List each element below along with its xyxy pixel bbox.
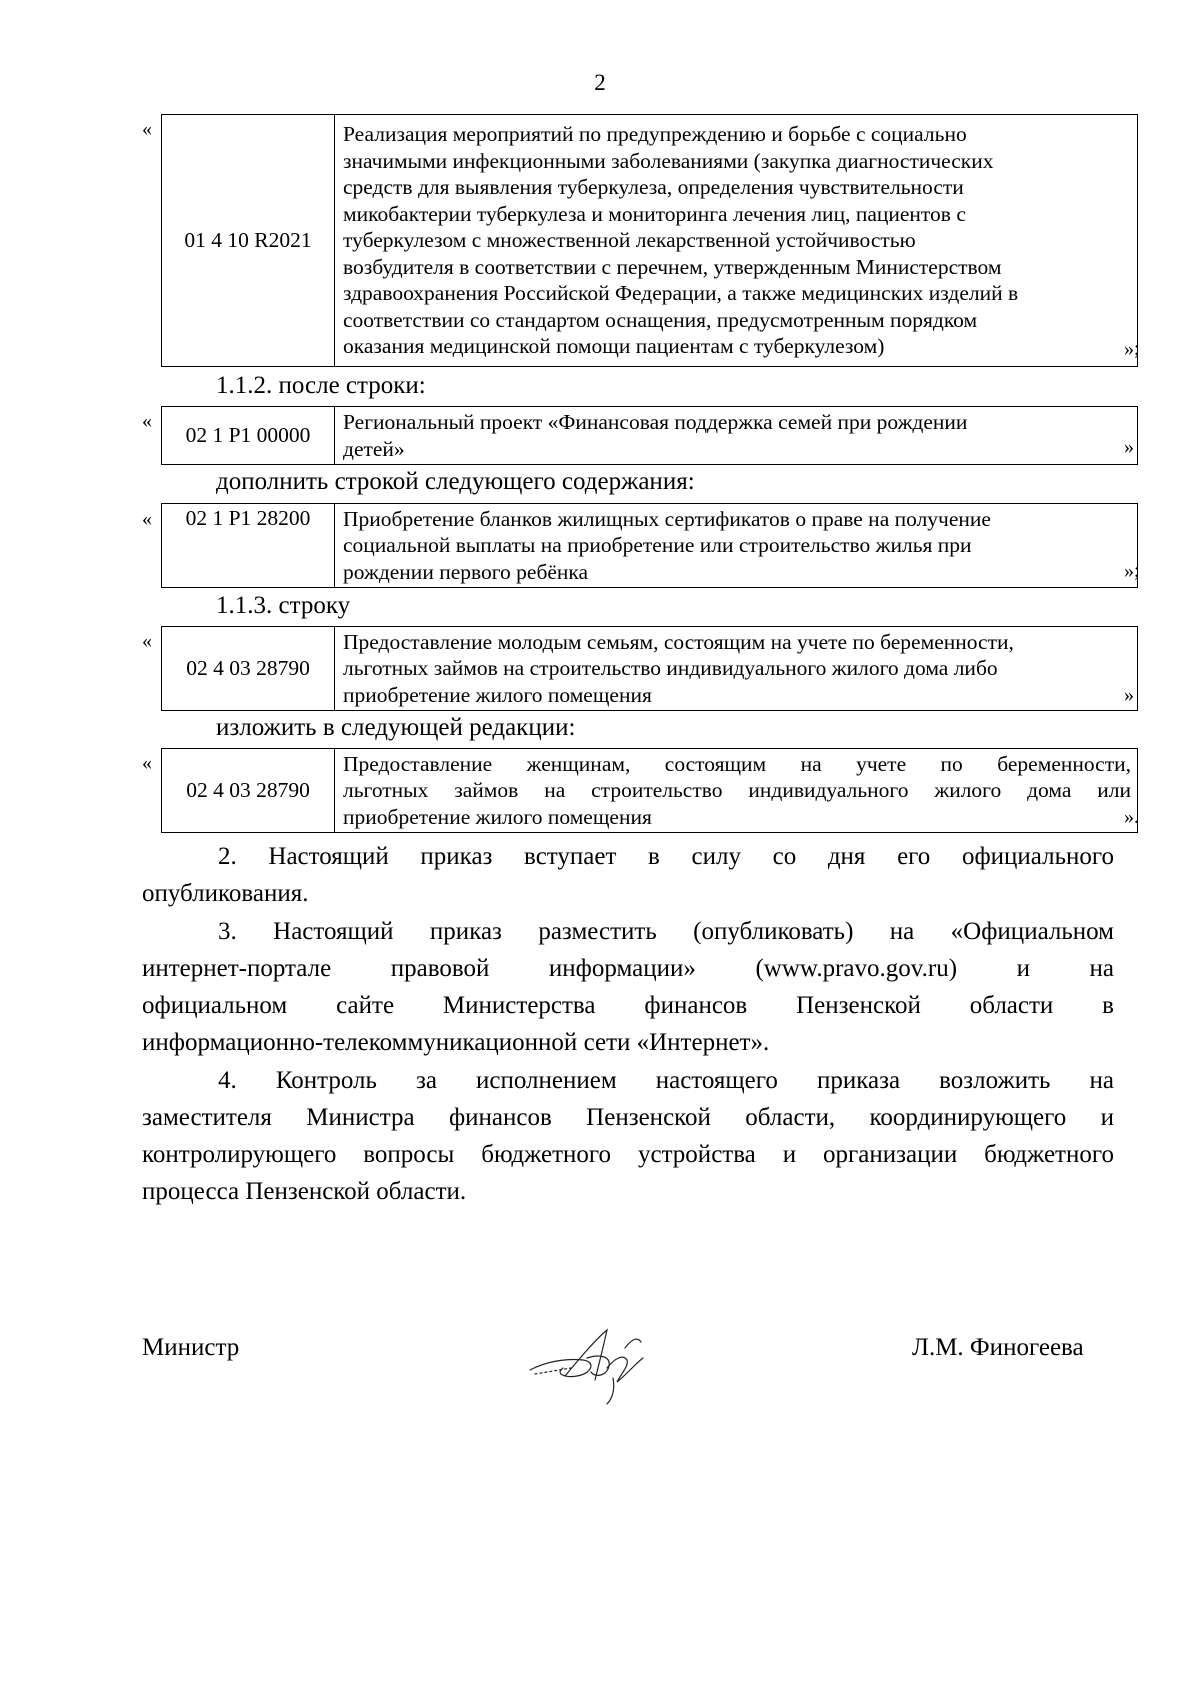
paragraph-line: 2. Настоящий приказ вступает в силу со дня его официального: [218, 843, 1114, 870]
table-line: Предоставление молодым семьям, состоящим на учете по беременности,: [343, 629, 1014, 654]
table-line: приобретение жилого помещения: [343, 682, 652, 707]
quote-open: «: [142, 752, 152, 774]
handwritten-signature-icon: [525, 1318, 675, 1408]
table-line: детей»: [343, 436, 405, 461]
quote-close: »;: [1124, 338, 1140, 360]
quote-open: «: [142, 508, 152, 530]
paragraph-line: контролирующего вопросы бюджетного устройства и организации бюджетного: [142, 1141, 1114, 1168]
table-line: социальной выплаты на приобретение или строительство жилья при: [343, 533, 972, 558]
instruction-2: дополнить строкой следующего содержания:: [216, 468, 695, 495]
paragraph-line: заместителя Министра финансов Пензенской области, координирующего и: [142, 1104, 1114, 1131]
paragraph-line: процесса Пензенской области.: [142, 1178, 467, 1205]
table-line: оказания медицинской помощи пациентам с туберкулезом): [343, 334, 885, 359]
code-table-3: [161, 503, 1138, 588]
budget-code: 02 1 P1 00000: [162, 407, 335, 465]
quote-close: »: [1124, 684, 1134, 706]
table-line: рождении первого ребёнка: [343, 559, 589, 584]
paragraph-4: [142, 1062, 1114, 1210]
code-table-2: [161, 406, 1138, 465]
budget-code: 02 4 03 28790: [162, 627, 335, 711]
quote-open: «: [142, 410, 152, 432]
paragraph-line: 3. Настоящий приказ разместить (опубликовать) на «Официальном: [218, 918, 1114, 945]
quote-open: «: [142, 118, 152, 140]
paragraph-line: официальном сайте Министерства финансов Пензенской области в: [142, 992, 1114, 1019]
table-line: микобактерии туберкулеза и мониторинга лечения лиц, пациентов с: [343, 201, 966, 226]
table-line: здравоохранения Российской Федерации, а также медицинских изделий в: [343, 281, 1019, 306]
table-line: Приобретение бланков жилищных сертификатов о праве на получение: [343, 506, 991, 531]
table-line: значимыми инфекционными заболеваниями (закупка диагностических: [343, 148, 994, 173]
table-line: льготных займов на строительство индивидуального жилого дома или: [343, 778, 1131, 803]
budget-code: 02 4 03 28790: [162, 749, 335, 833]
quote-close: ».: [1124, 806, 1139, 828]
instruction-4: изложить в следующей редакции:: [216, 714, 576, 741]
signatory-title: Министр: [142, 1334, 240, 1361]
quote-close: »: [1124, 436, 1134, 458]
table-line: льготных займов на строительство индивидуального жилого дома либо: [343, 656, 998, 681]
table-line: возбудителя в соответствии с перечнем, утвержденным Министерством: [343, 254, 1002, 279]
table-line: Региональный проект «Финансовая поддержка семей при рождении: [343, 410, 968, 434]
paragraph-line: интернет-портале правовой информации» (www.pravo.gov.ru) и на: [142, 955, 1114, 982]
code-table-1: [161, 114, 1138, 367]
signatory-name: Л.М. Финогеева: [912, 1334, 1084, 1361]
instruction-1: 1.1.2. после строки:: [216, 372, 426, 399]
page-number: 2: [594, 70, 606, 95]
paragraph-3: [142, 913, 1114, 1061]
table-line: средств для выявления туберкулеза, определения чувствительности: [343, 175, 964, 200]
paragraph-line: 4. Контроль за исполнением настоящего приказа возложить на: [218, 1067, 1114, 1094]
code-table-4: [161, 626, 1138, 711]
paragraph-2: [142, 838, 1114, 912]
budget-code: 02 1 P1 28200: [162, 504, 335, 588]
table-line: Предоставление женщинам, состоящим на учете по беременности,: [343, 751, 1131, 776]
paragraph-line: опубликования.: [142, 880, 309, 907]
budget-code: 01 4 10 R2021: [162, 115, 335, 367]
table-line: туберкулезом с множественной лекарственной устойчивостью: [343, 228, 916, 253]
code-table-5: [161, 748, 1138, 833]
instruction-3: 1.1.3. строку: [216, 592, 351, 619]
quote-open: «: [142, 630, 152, 652]
paragraph-line: информационно-телекоммуникационной сети «Интернет».: [142, 1029, 770, 1056]
quote-close: »;: [1124, 560, 1140, 582]
table-line: соответствии со стандартом оснащения, предусмотренным порядком: [343, 307, 978, 332]
table-line: приобретение жилого помещения: [343, 804, 652, 829]
table-line: Реализация мероприятий по предупреждению и борьбе с социально: [343, 122, 967, 147]
